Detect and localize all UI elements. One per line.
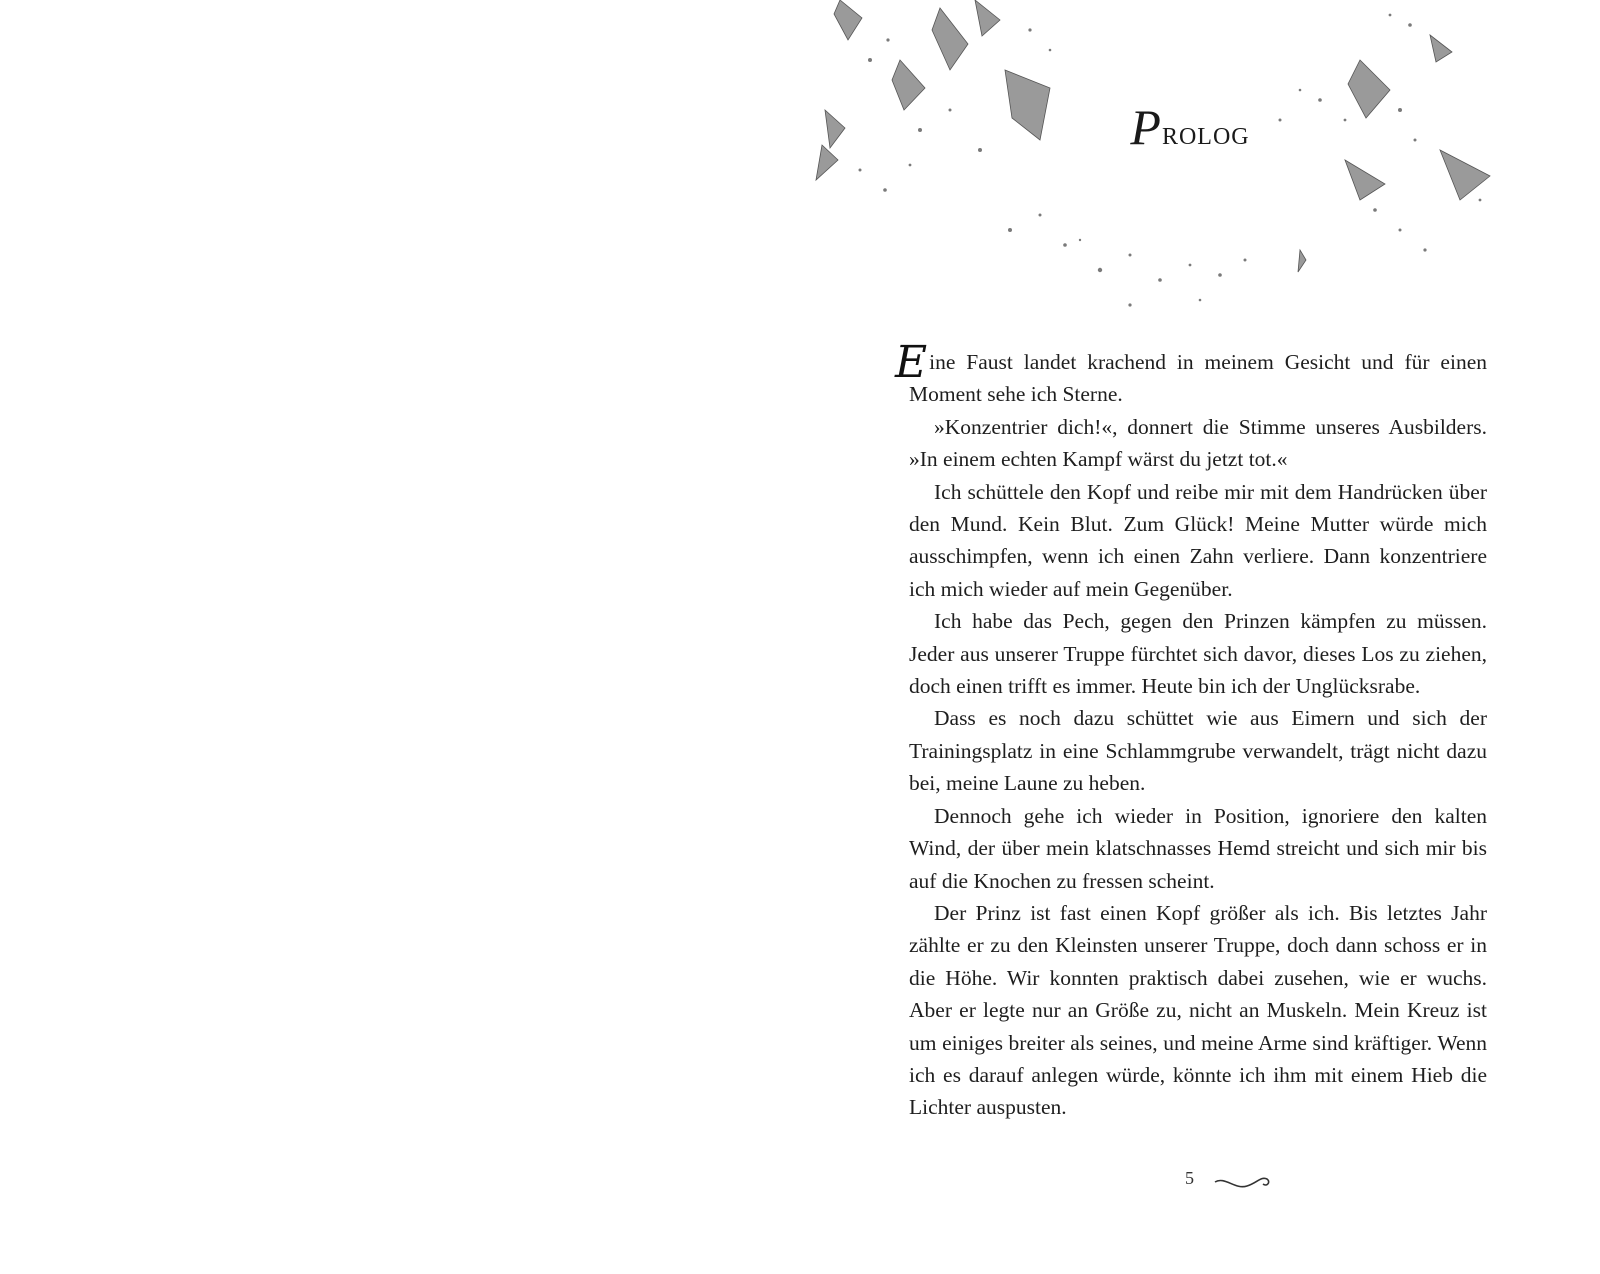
chapter-title [1060,98,1320,156]
paragraph: Dennoch gehe ich wieder in Position, ignoriere den kalten Wind, der über mein klatschnasses Hemd streicht und sich mir bis auf die Knochen zu fressen scheint. [909,803,1487,893]
page-number: 5 [1185,1168,1194,1188]
paragraph [895,337,1487,411]
glass-shard [1430,35,1452,62]
paragraph: Ich habe das Pech, gegen den Prinzen kämpfen zu müssen. Jeder aus unserer Truppe fürchtet sich davor, dieses Los zu ziehen, doch einen trifft es immer. Heute bin ich der Unglücksrabe. [909,609,1487,699]
glass-shard [975,0,1000,36]
glass-shard [892,60,925,110]
glass-shard [932,8,968,70]
chapter-title-rest: rolog [1161,115,1250,152]
shattered-glass-illustration [800,0,1540,330]
glass-shard [1298,250,1306,272]
glass-shard [825,110,845,148]
glass-shard [1348,60,1390,118]
glass-shard [1005,70,1050,140]
glass-shard [816,145,838,180]
paragraph: Dass es noch dazu schüttet wie aus Eimern und sich der Trainingsplatz in eine Schlammgrube verwandelt, trägt nicht dazu bei, meine Laune zu heben. [909,706,1487,796]
paragraph: Der Prinz ist fast einen Kopf größer als ich. Bis letztes Jahr zählte er zu den Kleinsten unserer Truppe, doch dann schoss er in die Höhe. Wir konnten praktisch dabei zusehen, wie er wuchs. Aber er legte nur an Größe zu, nicht an Muskeln. Mein Kreuz ist um einiges breiter als seines, und meine Arme sind kräftiger. Wenn ich es darauf anlegen würde, könnte ich ihm mit einem Hieb die Lichter auspusten. [909,900,1487,1120]
glass-shard [1345,160,1385,200]
paragraph-text: ine Faust landet krachend in meinem Gesicht und für einen Moment sehe ich Sterne. [909,350,1487,407]
glass-shard [834,0,862,40]
glass-shard [1440,150,1490,200]
chapter-body-text [895,337,1487,1124]
paragraph: Ich schüttele den Kopf und reibe mir mit dem Handrücken über den Mund. Kein Blut. Zum Glück! Meine Mutter würde mich ausschimpfen, wenn ich einen Zahn verliere. Dann konzentriere ich mich wieder auf mein Gegenüber. [909,479,1487,601]
flourish-ornament-icon [1213,1174,1273,1194]
paragraph: »Konzentrier dich!«, donnert die Stimme unseres Ausbilders. »In einem echten Kampf wärst du jetzt tot.« [909,414,1487,472]
chapter-title-initial: P [1130,99,1162,155]
drop-cap: E [895,337,928,388]
